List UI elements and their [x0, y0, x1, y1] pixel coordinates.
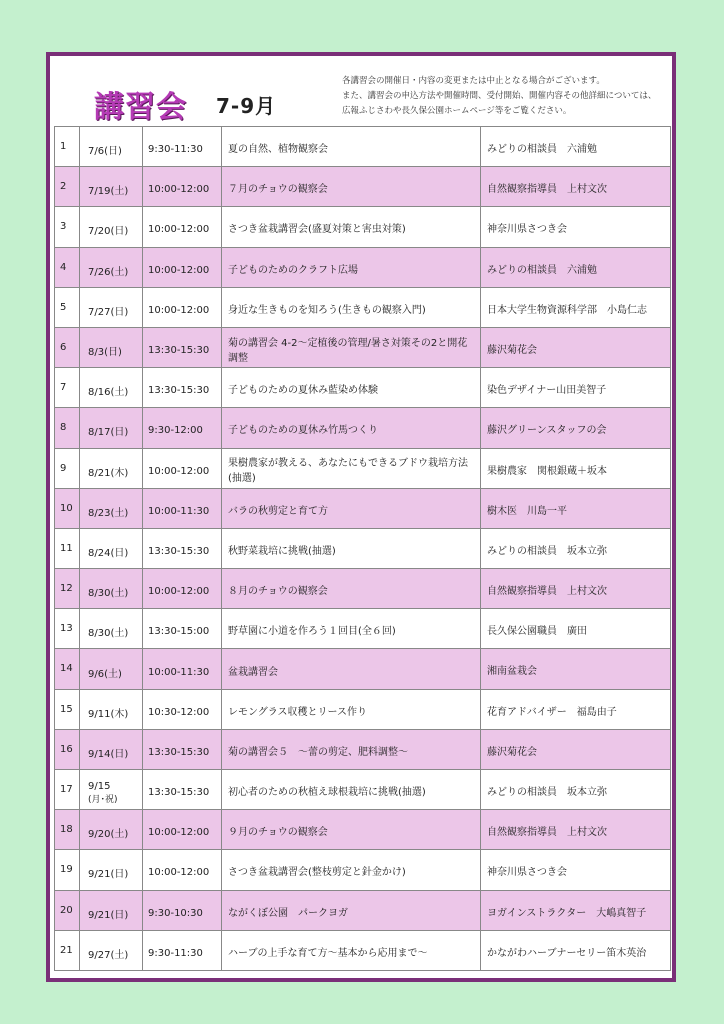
row-lecture-title-text: 初心者のための秋植え球根栽培に挑戦(抽選) — [228, 787, 426, 799]
row-date-text: 8/21(木) — [88, 467, 129, 479]
row-time — [143, 689, 222, 729]
row-time — [143, 649, 222, 689]
row-lecture-title-text: 盆栽講習会 — [228, 666, 278, 678]
row-instructor-text: 自然観察指導員 上村文次 — [487, 586, 607, 598]
row-number — [55, 770, 80, 810]
row-time — [143, 327, 222, 367]
row-time-text: 10:00-12:00 — [148, 586, 210, 598]
row-lecture-title — [222, 368, 481, 408]
row-instructor-text: みどりの相談員 六浦勉 — [487, 144, 597, 155]
row-instructor — [481, 488, 671, 528]
row-number — [55, 127, 80, 167]
row-date-text: 8/16(土) — [88, 387, 129, 399]
row-time-text: 9:30-12:00 — [148, 425, 203, 437]
table-row — [55, 810, 671, 850]
row-number-text: 4 — [60, 261, 67, 273]
row-time — [143, 528, 222, 568]
row-date-text: 8/24(日) — [88, 547, 129, 559]
row-instructor-text: 湘南盆栽会 — [487, 666, 537, 678]
row-instructor — [481, 729, 671, 769]
row-instructor-text: 藤沢グリーンスタッフの会 — [487, 425, 607, 437]
row-date — [80, 247, 143, 287]
row-date-text: 7/26(土) — [88, 266, 129, 278]
row-time-text: 10:00-12:00 — [148, 264, 210, 276]
table-row — [55, 689, 671, 729]
row-instructor — [481, 327, 671, 367]
row-number-text: 12 — [60, 583, 73, 595]
row-time-text: 10:00-12:00 — [148, 224, 210, 236]
row-lecture-title-text: ８月のチョウの観察会 — [228, 586, 328, 598]
row-time-text: 10:00-12:00 — [148, 184, 210, 196]
row-instructor — [481, 448, 671, 488]
row-lecture-title-text: 秋野菜栽培に挑戦(抽選) — [228, 545, 336, 557]
row-date-sub: (月･祝) — [88, 794, 118, 805]
row-instructor — [481, 207, 671, 247]
row-instructor-text: 果樹農家 関根銀蔵＋坂本 — [487, 465, 607, 477]
row-instructor — [481, 247, 671, 287]
row-number — [55, 729, 80, 769]
row-date-text: 7/27(日) — [88, 306, 129, 318]
table-row — [55, 167, 671, 207]
table-row — [55, 930, 671, 970]
row-instructor-text: 日本大学生物資源科学部 小島仁志 — [487, 304, 647, 316]
row-time-text: 9:30-11:30 — [148, 144, 203, 156]
row-number-text: 15 — [60, 703, 73, 715]
row-time — [143, 247, 222, 287]
table-row — [55, 327, 671, 367]
row-lecture-title-text: レモングラス収穫とリース作り — [228, 706, 367, 718]
row-time — [143, 810, 222, 850]
row-time — [143, 850, 222, 890]
row-number-text: 21 — [60, 944, 73, 956]
row-date — [80, 729, 143, 769]
row-number-text: 11 — [60, 542, 73, 554]
row-instructor — [481, 649, 671, 689]
row-instructor — [481, 810, 671, 850]
row-date-text: 9/21(日) — [88, 909, 129, 921]
page-title: 講習会 — [94, 90, 187, 125]
row-number — [55, 247, 80, 287]
row-number-text: 1 — [60, 141, 67, 152]
row-time-text: 13:30-15:30 — [148, 385, 210, 397]
row-instructor — [481, 689, 671, 729]
row-date-text: 8/30(土) — [88, 628, 129, 640]
table-row — [55, 368, 671, 408]
row-number — [55, 167, 80, 207]
row-date — [80, 368, 143, 408]
row-number — [55, 649, 80, 689]
row-date-text: 8/23(土) — [88, 507, 129, 519]
notice-line: 広報ふじさわや長久保公園ホームページ等をご覧ください。 — [342, 106, 572, 116]
row-lecture-title-text: バラの秋剪定と育て方 — [228, 505, 328, 517]
row-time — [143, 569, 222, 609]
row-time-text: 13:30-15:00 — [148, 626, 210, 638]
row-instructor — [481, 890, 671, 930]
row-number-text: 10 — [60, 502, 73, 514]
row-lecture-title — [222, 890, 481, 930]
row-number — [55, 689, 80, 729]
notice-line: 各講習会の開催日・内容の変更または中止となる場合がございます。 — [342, 76, 605, 86]
row-date-text: 9/11(木) — [88, 708, 129, 720]
row-instructor — [481, 609, 671, 649]
row-time-text: 10:00-12:00 — [148, 465, 210, 477]
row-number-text: 5 — [60, 301, 67, 313]
row-time — [143, 729, 222, 769]
table-row — [55, 770, 671, 810]
row-date — [80, 127, 143, 167]
row-time — [143, 127, 222, 167]
row-number-text: 2 — [60, 181, 67, 193]
row-time — [143, 207, 222, 247]
row-date-text: 7/19(土) — [88, 186, 129, 198]
row-time — [143, 488, 222, 528]
row-time — [143, 408, 222, 448]
row-date-text: 9/21(日) — [88, 869, 129, 881]
row-date — [80, 287, 143, 327]
row-lecture-title — [222, 528, 481, 568]
row-lecture-title — [222, 488, 481, 528]
row-lecture-title — [222, 810, 481, 850]
table-row — [55, 247, 671, 287]
table-row — [55, 850, 671, 890]
row-instructor-text: ヨガインストラクター 大嶋真智子 — [487, 907, 647, 919]
row-instructor-text: 神奈川県さつき会 — [487, 867, 567, 879]
row-lecture-title — [222, 770, 481, 810]
row-lecture-title-text: 子どものための夏休み藍染め体験 — [228, 385, 378, 397]
row-number — [55, 408, 80, 448]
table-row — [55, 287, 671, 327]
table-row — [55, 609, 671, 649]
row-instructor — [481, 569, 671, 609]
row-date — [80, 207, 143, 247]
row-date-text: 8/30(土) — [88, 588, 129, 600]
row-number — [55, 327, 80, 367]
row-lecture-title — [222, 327, 481, 367]
row-number-text: 17 — [60, 784, 73, 795]
row-time-text: 10:30-12:00 — [148, 706, 210, 718]
row-instructor-text: 長久保公園職員 廣田 — [487, 626, 587, 638]
row-lecture-title-text: ９月のチョウの観察会 — [228, 827, 328, 839]
row-date — [80, 930, 143, 970]
row-number — [55, 488, 80, 528]
row-lecture-title — [222, 408, 481, 448]
row-date — [80, 448, 143, 488]
row-number — [55, 368, 80, 408]
table-row — [55, 488, 671, 528]
row-date-text: 7/6(日) — [88, 146, 122, 158]
row-lecture-title-text: 野草園に小道を作ろう１回目(全６回) — [228, 626, 396, 638]
table-row — [55, 890, 671, 930]
row-date — [80, 810, 143, 850]
row-lecture-title — [222, 649, 481, 689]
table-row — [55, 207, 671, 247]
row-date — [80, 609, 143, 649]
row-time — [143, 167, 222, 207]
row-time-text: 13:30-15:30 — [148, 787, 210, 799]
row-time-text: 10:00-12:00 — [148, 867, 210, 879]
row-date-text: 9/14(日) — [88, 748, 129, 760]
row-lecture-title-text: 菊の講習会５ ～蕾の剪定、肥料調整～ — [228, 746, 408, 758]
row-instructor — [481, 287, 671, 327]
row-instructor-text: 自然観察指導員 上村文次 — [487, 827, 607, 839]
row-date-text: 9/6(土) — [88, 668, 122, 680]
row-date-text: 8/17(日) — [88, 427, 129, 439]
row-time — [143, 930, 222, 970]
table-row — [55, 408, 671, 448]
row-date — [80, 488, 143, 528]
row-date-text: 9/20(土) — [88, 829, 129, 841]
row-number — [55, 528, 80, 568]
row-number — [55, 207, 80, 247]
row-instructor — [481, 167, 671, 207]
row-date-text: 7/20(日) — [88, 226, 129, 238]
row-lecture-title — [222, 448, 481, 488]
flyer-frame — [46, 52, 676, 982]
period-label: 7-9月 — [216, 94, 277, 118]
row-number-text: 7 — [60, 382, 67, 394]
row-lecture-title — [222, 569, 481, 609]
row-number — [55, 850, 80, 890]
row-lecture-title — [222, 247, 481, 287]
row-lecture-title-text: 果樹農家が教える、あなたにもできるブドウ栽培方法(抽選) — [228, 458, 468, 485]
row-number-text: 6 — [60, 341, 67, 353]
row-instructor-text: かながわハーブナーセリー笛木英治 — [487, 947, 647, 959]
row-instructor — [481, 930, 671, 970]
row-time — [143, 770, 222, 810]
row-time-text: 13:30-15:30 — [148, 545, 210, 557]
row-time-text: 9:30-11:30 — [148, 947, 203, 959]
row-time-text: 10:00-11:30 — [148, 505, 210, 517]
row-time — [143, 287, 222, 327]
row-date — [80, 569, 143, 609]
row-number-text: 9 — [60, 462, 67, 474]
row-time-text: 13:30-15:30 — [148, 746, 210, 758]
row-lecture-title-text: 身近な生きものを知ろう(生きもの観察入門) — [228, 304, 426, 316]
row-date — [80, 850, 143, 890]
row-instructor — [481, 408, 671, 448]
row-instructor-text: みどりの相談員 六浦勉 — [487, 264, 597, 276]
row-number — [55, 609, 80, 649]
row-lecture-title — [222, 850, 481, 890]
row-date-text: 8/3(日) — [88, 347, 122, 359]
row-lecture-title — [222, 729, 481, 769]
row-instructor — [481, 850, 671, 890]
row-lecture-title — [222, 167, 481, 207]
row-lecture-title — [222, 207, 481, 247]
table-row — [55, 729, 671, 769]
row-date — [80, 528, 143, 568]
table-row — [55, 569, 671, 609]
row-date — [80, 890, 143, 930]
row-instructor-text: 神奈川県さつき会 — [487, 224, 567, 236]
row-time-text: 10:00-11:30 — [148, 666, 210, 678]
row-lecture-title-text: 子どものための夏休み竹馬つくり — [228, 425, 378, 437]
table-row — [55, 127, 671, 167]
row-lecture-title — [222, 127, 481, 167]
row-date-text: 9/15 — [88, 780, 111, 792]
table-row — [55, 448, 671, 488]
row-number-text: 20 — [60, 904, 73, 916]
row-time-text: 10:00-12:00 — [148, 827, 210, 839]
row-instructor — [481, 127, 671, 167]
row-lecture-title-text: 菊の講習会 4-2～定植後の管理/暑さ対策その2と開花調整 — [228, 337, 468, 364]
row-date — [80, 408, 143, 448]
row-time-text: 13:30-15:30 — [148, 345, 210, 357]
row-number-text: 8 — [60, 422, 67, 434]
row-number — [55, 810, 80, 850]
table-row — [55, 528, 671, 568]
row-number-text: 13 — [60, 623, 73, 635]
row-instructor-text: 藤沢菊花会 — [487, 344, 537, 356]
row-instructor-text: 自然観察指導員 上村文次 — [487, 184, 607, 196]
row-time — [143, 609, 222, 649]
row-number — [55, 569, 80, 609]
notice-line: また、講習会の申込方法や開催時間、受付開始、開催内容その他詳細については、 — [342, 91, 657, 101]
row-instructor-text: 染色デザイナー山田美智子 — [487, 385, 607, 397]
row-instructor-text: 花育アドバイザー 福島由子 — [487, 706, 617, 718]
row-lecture-title-text: ７月のチョウの観察会 — [228, 184, 328, 196]
row-date — [80, 167, 143, 207]
row-number-text: 14 — [60, 663, 73, 675]
row-instructor-text: みどりの相談員 坂本立弥 — [487, 545, 607, 557]
row-lecture-title-text: さつき盆栽講習会(盛夏対策と害虫対策) — [228, 224, 406, 236]
row-instructor — [481, 770, 671, 810]
row-lecture-title-text: ハーブの上手な育て方～基本から応用まで～ — [228, 947, 428, 959]
row-lecture-title-text: 子どものためのクラフト広場 — [228, 264, 358, 276]
row-number-text: 19 — [60, 864, 73, 876]
row-lecture-title — [222, 930, 481, 970]
row-date — [80, 689, 143, 729]
row-lecture-title-text: ながくぼ公園 パークヨガ — [228, 907, 348, 919]
row-number-text: 3 — [60, 221, 67, 233]
table-row — [55, 649, 671, 689]
row-time — [143, 448, 222, 488]
notice-text — [342, 74, 672, 119]
row-instructor-text: みどりの相談員 坂本立弥 — [487, 787, 607, 798]
row-lecture-title — [222, 689, 481, 729]
row-lecture-title-text: さつき盆栽講習会(整枝剪定と針金かけ) — [228, 867, 406, 879]
row-date — [80, 327, 143, 367]
row-number — [55, 890, 80, 930]
row-number-text: 16 — [60, 743, 73, 755]
row-date — [80, 770, 143, 810]
schedule-table — [54, 126, 671, 971]
row-time — [143, 368, 222, 408]
row-instructor-text: 藤沢菊花会 — [487, 746, 537, 758]
row-time-text: 9:30-10:30 — [148, 907, 203, 919]
row-number — [55, 930, 80, 970]
row-lecture-title — [222, 609, 481, 649]
row-time-text: 10:00-12:00 — [148, 304, 210, 316]
row-number-text: 18 — [60, 824, 73, 836]
row-number — [55, 287, 80, 327]
row-lecture-title — [222, 287, 481, 327]
row-lecture-title-text: 夏の自然、植物観察会 — [228, 144, 328, 156]
row-instructor — [481, 528, 671, 568]
row-time — [143, 890, 222, 930]
row-date-text: 9/27(土) — [88, 949, 129, 961]
row-date — [80, 649, 143, 689]
row-number — [55, 448, 80, 488]
row-instructor-text: 樹木医 川島一平 — [487, 505, 567, 517]
row-instructor — [481, 368, 671, 408]
